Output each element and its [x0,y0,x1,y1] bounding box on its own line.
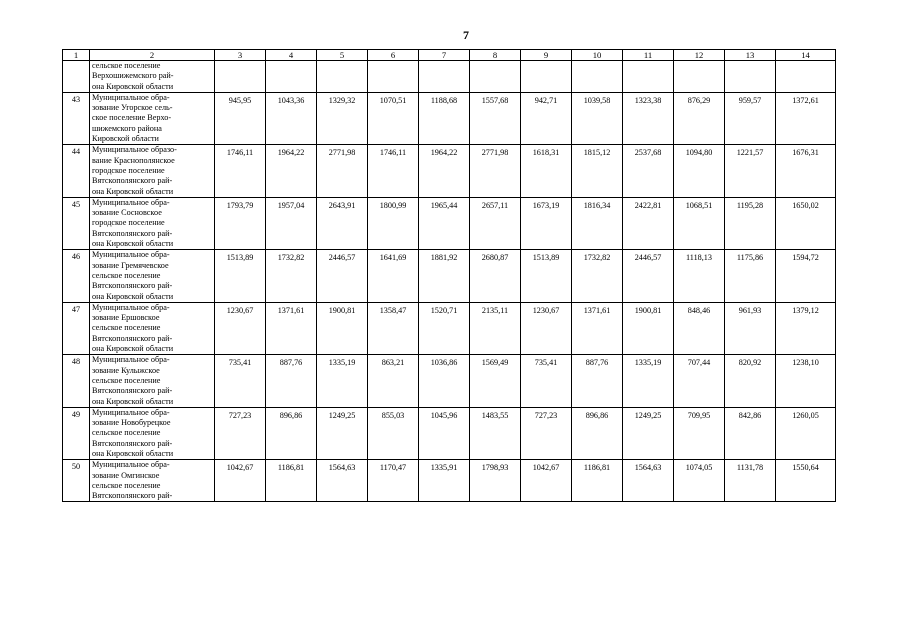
value-cell: 1964,22 [419,145,470,197]
row-number: 49 [63,407,90,459]
name-line: Вятскополянского рай- [92,491,173,501]
header-row [63,50,836,61]
row-number: 46 [63,250,90,302]
name-line: она Кировской области [92,81,174,91]
value-cell: 855,03 [368,407,419,459]
value-cell: 1323,38 [623,92,674,144]
table-row [63,460,836,502]
value-cell: 1816,34 [572,197,623,249]
value-cell: 887,76 [572,355,623,407]
value-cell: 1513,89 [215,250,266,302]
name-line: Муниципальное обра- [92,250,170,260]
value-cell: 942,71 [521,92,572,144]
municipality-name [90,302,215,354]
value-cell: 2657,11 [470,197,521,249]
value-cell: 1036,86 [419,355,470,407]
municipality-name [90,197,215,249]
value-cell: 1798,93 [470,460,521,502]
value-cell: 1043,36 [266,92,317,144]
value-cell: 961,93 [725,302,776,354]
value-cell: 1186,81 [572,460,623,502]
table-row [63,250,836,302]
value-cell: 1186,81 [266,460,317,502]
name-line: городское поселение [92,165,165,175]
value-cell: 1800,99 [368,197,419,249]
name-line: она Кировской области [92,448,174,458]
name-line: сельское поселение [92,270,161,280]
value-cell: 1372,61 [776,92,836,144]
value-cell: 1520,71 [419,302,470,354]
column-header: 5 [317,50,368,61]
column-header: 12 [674,50,725,61]
column-header: 10 [572,50,623,61]
value-cell: 1249,25 [623,407,674,459]
name-line: сельское поселение [92,375,161,385]
value-cell: 1131,78 [725,460,776,502]
municipality-name [90,145,215,197]
value-cell: 1569,49 [470,355,521,407]
value-cell [674,61,725,93]
value-cell [419,61,470,93]
table-row [63,92,836,144]
name-line: зование Кулыжское [92,365,160,375]
table-row [63,302,836,354]
value-cell: 735,41 [521,355,572,407]
page-number: 7 [463,28,469,42]
value-cell: 1483,55 [470,407,521,459]
value-cell: 1238,10 [776,355,836,407]
value-cell: 1335,91 [419,460,470,502]
row-number: 50 [63,460,90,502]
row-number: 43 [63,92,90,144]
column-header: 9 [521,50,572,61]
value-cell [521,61,572,93]
value-cell: 1170,47 [368,460,419,502]
value-cell: 1594,72 [776,250,836,302]
name-line: Муниципальное обра- [92,460,170,470]
value-cell: 876,29 [674,92,725,144]
value-cell: 1118,13 [674,250,725,302]
name-line: Вятскополянского рай- [92,333,173,343]
column-header: 13 [725,50,776,61]
value-cell: 1964,22 [266,145,317,197]
column-header: 8 [470,50,521,61]
value-cell: 1042,67 [215,460,266,502]
table-body [63,50,836,502]
value-cell: 1650,02 [776,197,836,249]
municipality-name [90,460,215,502]
value-cell: 842,86 [725,407,776,459]
value-cell: 896,86 [572,407,623,459]
name-line: Вятскополянского рай- [92,281,173,291]
value-cell: 2643,91 [317,197,368,249]
value-cell: 1732,82 [572,250,623,302]
value-cell: 896,86 [266,407,317,459]
row-number: 44 [63,145,90,197]
value-cell: 1230,67 [215,302,266,354]
name-line: ское поселение Верхо- [92,113,172,123]
value-cell: 1900,81 [317,302,368,354]
value-cell: 1732,82 [266,250,317,302]
name-line: городское поселение [92,218,165,228]
name-line: Муниципальное обра- [92,197,170,207]
value-cell: 1068,51 [674,197,725,249]
value-cell: 1557,68 [470,92,521,144]
value-cell: 1550,64 [776,460,836,502]
municipality-name [90,355,215,407]
column-header: 6 [368,50,419,61]
value-cell: 1673,19 [521,197,572,249]
value-cell: 727,23 [215,407,266,459]
value-cell: 709,95 [674,407,725,459]
value-cell [215,61,266,93]
name-line: Муниципальное образо- [92,145,177,155]
column-header: 7 [419,50,470,61]
value-cell [725,61,776,93]
value-cell: 1564,63 [623,460,674,502]
value-cell: 2135,11 [470,302,521,354]
value-cell: 1249,25 [317,407,368,459]
value-cell: 1965,44 [419,197,470,249]
value-cell: 1881,92 [419,250,470,302]
name-line: Муниципальное обра- [92,92,170,102]
municipality-name [90,250,215,302]
value-cell: 1957,04 [266,197,317,249]
name-line: сельское поселение [92,61,161,70]
name-line: сельское поселение [92,480,161,490]
name-line: зование Гремячевское [92,260,169,270]
name-line: она Кировской области [92,344,174,354]
value-cell: 959,57 [725,92,776,144]
value-cell: 1329,32 [317,92,368,144]
value-cell: 863,21 [368,355,419,407]
value-cell: 1676,31 [776,145,836,197]
name-line: сельское поселение [92,428,161,438]
value-cell: 1221,57 [725,145,776,197]
name-line: она Кировской области [92,396,174,406]
value-cell: 887,76 [266,355,317,407]
table-row [63,355,836,407]
value-cell: 848,46 [674,302,725,354]
name-line: Муниципальное обра- [92,355,170,365]
row-number: 47 [63,302,90,354]
table-row [63,145,836,197]
column-header: 1 [63,50,90,61]
name-line: зование Новобурецкое [92,418,171,428]
value-cell: 1188,68 [419,92,470,144]
column-header: 2 [90,50,215,61]
name-line: Муниципальное обра- [92,407,170,417]
municipality-name [90,61,215,93]
value-cell: 707,44 [674,355,725,407]
value-cell: 1371,61 [266,302,317,354]
value-cell: 727,23 [521,407,572,459]
value-cell: 1641,69 [368,250,419,302]
value-cell: 1094,80 [674,145,725,197]
name-line: Вятскополянского рай- [92,176,173,186]
name-line: Вятскополянского рай- [92,228,173,238]
value-cell: 2771,98 [317,145,368,197]
name-line: вание Краснополянское [92,155,175,165]
value-cell: 1260,05 [776,407,836,459]
value-cell: 2446,57 [623,250,674,302]
value-cell [623,61,674,93]
municipality-name [90,92,215,144]
continuation-row [63,61,836,93]
value-cell: 1230,67 [521,302,572,354]
value-cell: 945,95 [215,92,266,144]
row-number [63,61,90,93]
value-cell: 1793,79 [215,197,266,249]
value-cell [317,61,368,93]
value-cell: 1195,28 [725,197,776,249]
column-header: 4 [266,50,317,61]
municipality-name [90,407,215,459]
value-cell: 1513,89 [521,250,572,302]
column-header: 11 [623,50,674,61]
value-cell: 2771,98 [470,145,521,197]
name-line: Муниципальное обра- [92,302,170,312]
name-line: Кировской области [92,134,159,144]
value-cell [368,61,419,93]
value-cell: 1358,47 [368,302,419,354]
value-cell: 1070,51 [368,92,419,144]
name-line: зование Сосновское [92,208,162,218]
value-cell: 1045,96 [419,407,470,459]
name-line: Вятскополянского рай- [92,386,173,396]
value-cell: 1175,86 [725,250,776,302]
table-row [63,197,836,249]
value-cell [470,61,521,93]
value-cell [572,61,623,93]
value-cell: 820,92 [725,355,776,407]
value-cell: 1746,11 [215,145,266,197]
value-cell: 2446,57 [317,250,368,302]
value-cell [776,61,836,93]
name-line: Верхошижемского рай- [92,71,174,81]
value-cell: 1564,63 [317,460,368,502]
value-cell: 1039,58 [572,92,623,144]
name-line: сельское поселение [92,323,161,333]
value-cell: 2537,68 [623,145,674,197]
row-number: 45 [63,197,90,249]
row-number: 48 [63,355,90,407]
column-header: 3 [215,50,266,61]
value-cell: 1379,12 [776,302,836,354]
value-cell: 2680,87 [470,250,521,302]
name-line: зование Ершовское [92,313,160,323]
value-cell: 1335,19 [317,355,368,407]
value-cell: 1042,67 [521,460,572,502]
value-cell: 1618,31 [521,145,572,197]
value-cell [266,61,317,93]
value-cell: 1371,61 [572,302,623,354]
table-row [63,407,836,459]
column-header: 14 [776,50,836,61]
data-table [62,49,836,502]
value-cell: 1074,05 [674,460,725,502]
value-cell: 1746,11 [368,145,419,197]
name-line: она Кировской области [92,239,174,249]
name-line: зование Угорское сель- [92,103,173,113]
name-line: она Кировской области [92,186,174,196]
value-cell: 1335,19 [623,355,674,407]
name-line: шижемского района [92,123,162,133]
name-line: она Кировской области [92,291,174,301]
value-cell: 2422,81 [623,197,674,249]
value-cell: 1900,81 [623,302,674,354]
name-line: зование Омгинское [92,470,160,480]
value-cell: 735,41 [215,355,266,407]
value-cell: 1815,12 [572,145,623,197]
name-line: Вятскополянского рай- [92,438,173,448]
